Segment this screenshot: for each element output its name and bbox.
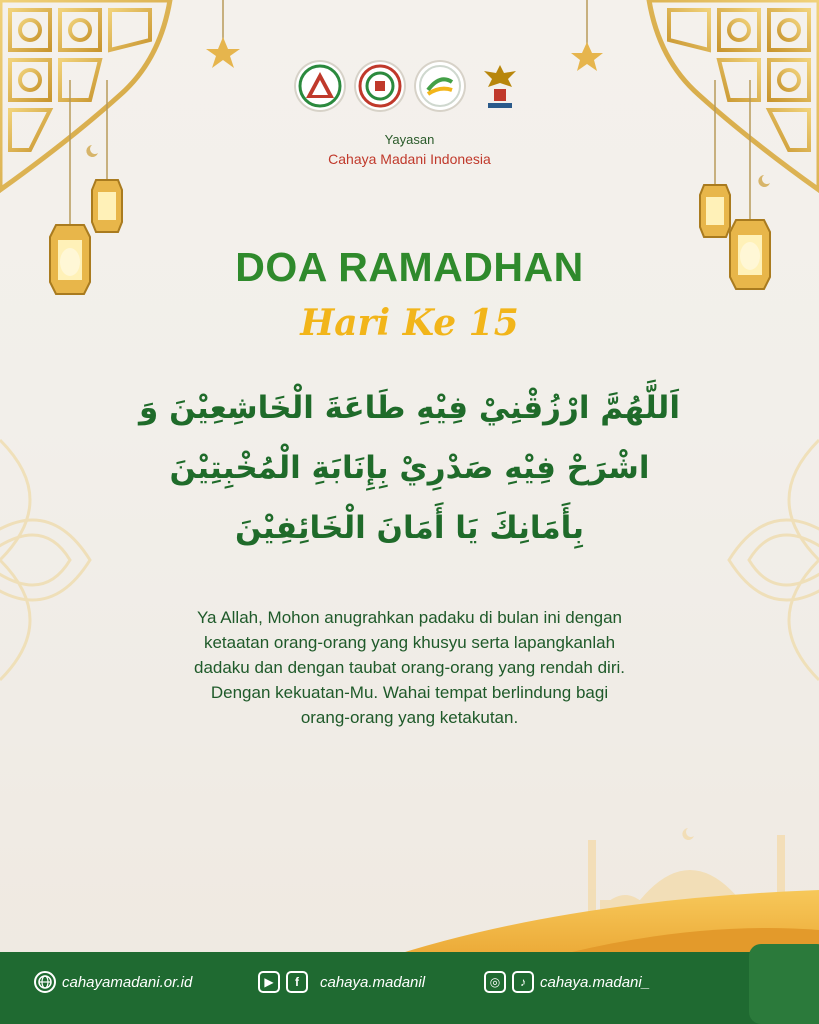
tiktok-icon: ♪ <box>512 971 534 993</box>
garuda-logo-icon <box>474 60 526 112</box>
youtube-facebook-handle: cahaya.madanil <box>320 973 426 991</box>
partner-logos <box>0 60 819 112</box>
translation-line: Ya Allah, Mohon anugrahkan padaku di bulan ini dengan <box>196 608 623 627</box>
translation-line: Dengan kekuatan-Mu. Wahai tempat berlindung bagi <box>210 683 609 702</box>
translation-line: ketaatan orang-orang yang khusyu serta lapangkanlah <box>203 633 616 652</box>
arabic-line-3: بِأَمَانِكَ يَا أَمَانَ الْخَائِفِيْنَ <box>235 510 584 546</box>
arabic-line-1: اَللَّهُمَّ ارْزُقْنِيْ فِيْهِ طَاعَةَ الْخَاشِعِيْنَ وَ <box>139 390 680 426</box>
lantern-right-small-icon <box>700 185 730 237</box>
emblem-logo-icon <box>354 60 406 112</box>
page-title: DOA RAMADHAN <box>235 244 584 290</box>
translation-line: orang-orang yang ketakutan. <box>300 708 519 727</box>
day-subtitle: Hari Ke 15 <box>300 302 519 344</box>
instagram-tiktok-handle: cahaya.madani_ <box>540 973 651 991</box>
footer-youtube-facebook[interactable] <box>258 971 425 993</box>
lantern-left-small-icon <box>92 180 122 232</box>
instagram-icon: ◎ <box>484 971 506 993</box>
mosque-silhouette-icon <box>0 820 819 960</box>
website-label: cahayamadani.or.id <box>62 973 193 991</box>
globe-icon <box>34 971 56 993</box>
growth-logo-icon <box>414 60 466 112</box>
foundation-prefix: Yayasan <box>384 132 435 147</box>
translation-line: dadaku dan dengan taubat orang-orang yang rendah diri. <box>193 658 625 677</box>
footer-instagram-tiktok[interactable] <box>484 971 650 993</box>
cahaya-madani-logo-icon <box>294 60 346 112</box>
footer-website[interactable] <box>34 971 192 993</box>
footer-tab-decoration <box>749 944 819 1024</box>
foundation-name: Cahaya Madani Indonesia <box>328 151 491 167</box>
youtube-icon: ▶ <box>258 971 280 993</box>
arabic-line-2: اشْرَحْ فِيْهِ صَدْرِيْ بِإِنَابَةِ الْمُخْبِتِيْنَ <box>169 450 650 486</box>
translation-text <box>90 605 729 730</box>
facebook-icon: f <box>286 971 308 993</box>
